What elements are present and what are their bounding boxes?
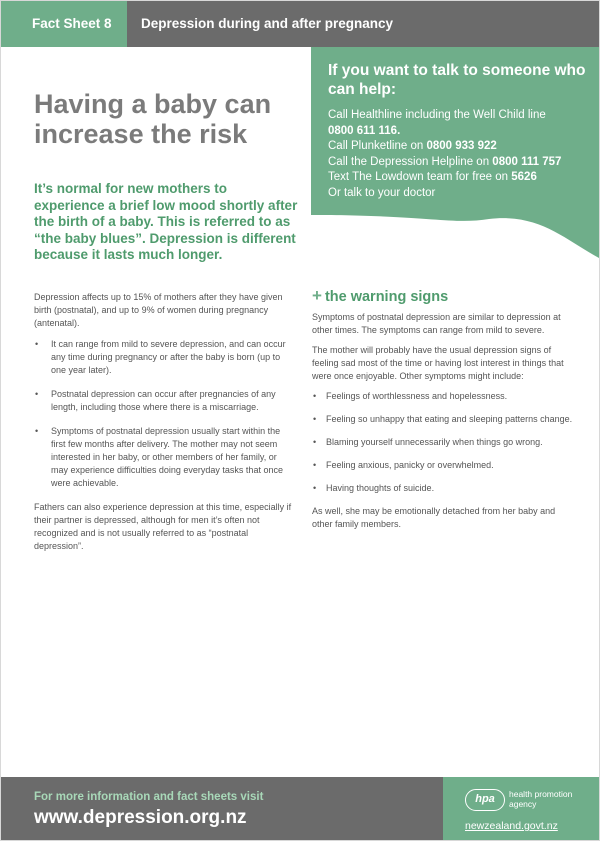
right-bullet-list xyxy=(312,390,577,495)
list-item: • Feeling anxious, panicky or overwhelmed. xyxy=(313,460,494,470)
help-box-title: If you want to talk to someone who can help: xyxy=(328,62,586,98)
list-item: • Feeling so unhappy that eating and sleeping patterns change. xyxy=(313,414,573,424)
detached-paragraph: As well, she may be emotionally detached from her baby and other family members. xyxy=(312,506,556,529)
lead-paragraph: It’s normal for new mothers to experience a brief low mood shortly after the birth of a baby. This is referred to as “the baby blues”. Depression is different because it lasts much longer. xyxy=(34,181,298,263)
bullet-icon: • xyxy=(35,426,39,436)
footer-info xyxy=(1,777,443,841)
help-box xyxy=(311,47,600,259)
bullet-icon: • xyxy=(35,389,39,399)
bullet-icon: • xyxy=(313,437,317,447)
plunket-number[interactable]: 0800 933 922 xyxy=(426,140,497,153)
fathers-paragraph: Fathers can also experience depression at this time, especially if their partner is depressed, although for men it’s often not recognized and is not usually referred to as “postnatal depression”. xyxy=(34,502,292,551)
bullet-icon: • xyxy=(313,391,317,401)
warning-signs-heading: + the warning signs xyxy=(312,286,449,305)
plus-icon: + xyxy=(312,286,322,305)
help-lines xyxy=(328,108,596,202)
hpa-name: health promotion agency xyxy=(509,789,573,809)
list-item: • Blaming yourself unnecessarily when things go wrong. xyxy=(313,437,543,447)
intro-paragraph: Depression affects up to 15% of mothers after they have given birth (postnatal), and up to 9% of women during pregnancy (antenatal). xyxy=(34,292,283,328)
nz-govt-link[interactable]: newzealand.govt.nz xyxy=(465,820,558,832)
list-item: • Symptoms of postnatal depression usually start within the first few months after delivery. The mother may not seem interested in her baby, or other members of her family, or may experience difficulties doing everyday tasks that once were achievable. xyxy=(35,426,283,488)
list-item: • Postnatal depression can occur after pregnancies of any length, including those where there is a miscarriage. xyxy=(35,389,276,412)
healthline-number[interactable]: 0800 611 116. xyxy=(328,124,401,137)
list-item: • Feelings of worthlessness and hopelessness. xyxy=(313,391,508,401)
left-column xyxy=(34,291,294,561)
fact-sheet-number: Fact Sheet 8 xyxy=(1,1,127,47)
doctor-line: Or talk to your doctor xyxy=(328,186,436,199)
hpa-logo: hpa xyxy=(465,789,505,811)
bullet-icon: • xyxy=(313,483,317,493)
bullet-icon: • xyxy=(313,460,317,470)
footer-website-link[interactable]: www.depression.org.nz xyxy=(34,807,247,828)
plunket-line: Call Plunketline on 0800 933 922 xyxy=(328,140,497,153)
right-column xyxy=(312,311,577,538)
helpline-number[interactable]: 0800 111 757 xyxy=(492,155,562,168)
list-item: • Having thoughts of suicide. xyxy=(313,483,435,493)
bullet-icon: • xyxy=(313,414,317,424)
lowdown-number[interactable]: 5626 xyxy=(511,171,537,184)
signs-paragraph: The mother will probably have the usual depression signs of feeling sad most of the time or having lost interest in things that were once enjoyable. Other symptoms might include: xyxy=(312,345,564,381)
page-title: Having a baby can increase the risk xyxy=(34,89,272,149)
helpline-line: Call the Depression Helpline on 0800 111 757 xyxy=(328,155,562,168)
symptoms-paragraph: Symptoms of postnatal depression are similar to depression at other times. The symptoms can range from mild to severe. xyxy=(312,312,561,335)
header-title: Depression during and after pregnancy xyxy=(127,1,600,47)
lowdown-line: Text The Lowdown team for free on 5626 xyxy=(328,171,537,184)
left-bullet-list xyxy=(34,338,294,490)
healthline-line: Call Healthline including the Well Child line 0800 611 116. xyxy=(328,109,546,137)
footer-more-info: For more information and fact sheets visit xyxy=(34,791,264,803)
list-item: • It can range from mild to severe depression, and can occur any time during pregnancy or after the baby is born (up to one year later). xyxy=(35,339,286,375)
footer-logos xyxy=(443,777,600,841)
bullet-icon: • xyxy=(35,339,39,349)
